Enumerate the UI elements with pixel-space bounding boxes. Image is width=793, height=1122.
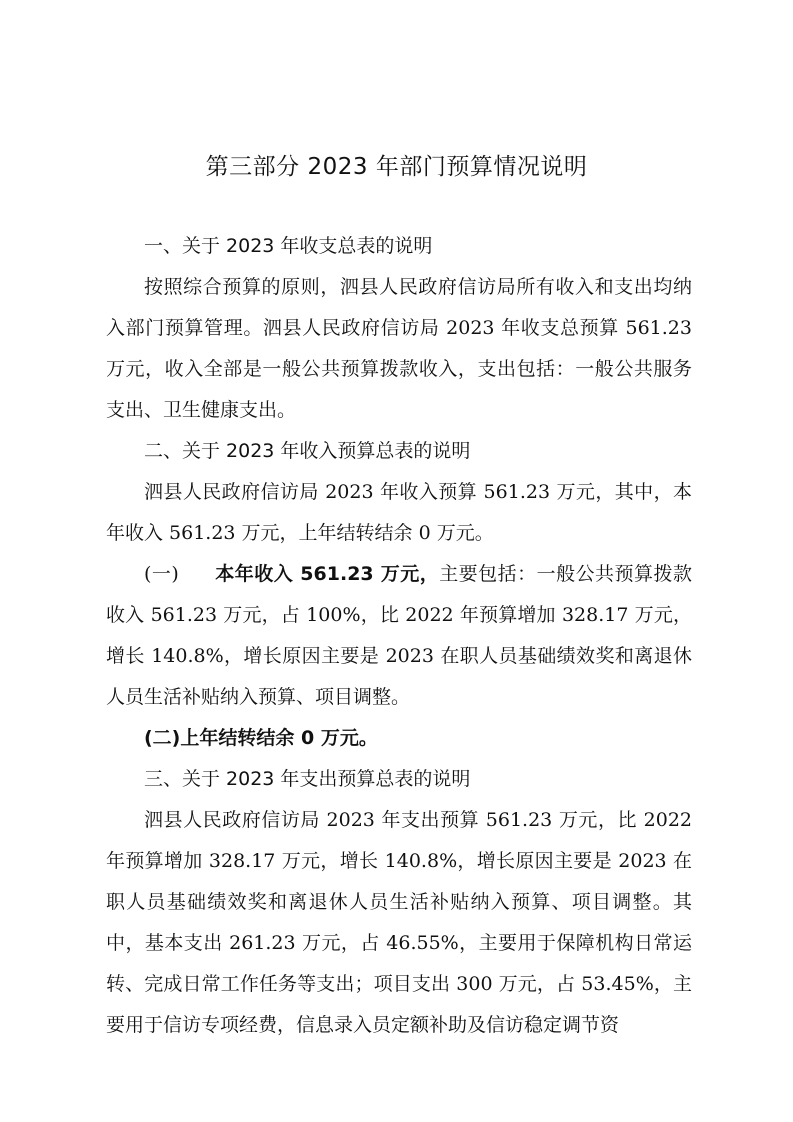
- section-1-paragraph: 按照综合预算的原则，泗县人民政府信访局所有收入和支出均纳入部门预算管理。泗县人民政府信访局 2023 年收支总预算 561.23 万元，收入全部是一般公共预算拨款收入，支出包括：一般公共服务支出、卫生健康支出。: [106, 276, 692, 421]
- document-body: [106, 226, 692, 1046]
- section-3-paragraph: 泗县人民政府信访局 2023 年支出预算 561.23 万元，比 2022 年预算增加 328.17 万元，增长 140.8%，增长原因主要是 2023 在职人员基础绩效奖和离退休人员生活补贴纳入预算、项目调整。其中，基本支出 261.23 万元，占 46.55%，主要用于保障机构日常运转、完成日常工作任务等支出；项目支出 300 万元，占 53.45%，主要用于信访专项经费，信息录入员定额补助及信访稳定调节资: [106, 809, 692, 1036]
- item-1-text: 主要包括：一般公共预算拨款收入 561.23 万元，占 100%，比 2022 年预算增加 328.17 万元，增长 140.8%，增长原因主要是 2023 在职人员基础绩效奖和离退休人员生活补贴纳入预算、项目调整。: [106, 563, 692, 708]
- section-2-paragraph: 泗县人民政府信访局 2023 年收入预算 561.23 万元，其中，本年收入 561.23 万元，上年结转结余 0 万元。: [106, 481, 692, 544]
- page-title: 第三部分 2023 年部门预算情况说明: [205, 154, 588, 180]
- item-1-bold-lead: 本年收入 561.23 万元，: [214, 563, 440, 585]
- section-2-heading: 二、关于 2023 年收入预算总表的说明: [144, 440, 471, 462]
- item-2-bold: (二)上年结转结余 0 万元。: [144, 727, 378, 749]
- section-2-item-1: [106, 554, 692, 718]
- section-1-heading: 一、关于 2023 年收支总表的说明: [144, 235, 433, 257]
- section-3-heading: 三、关于 2023 年支出预算总表的说明: [144, 768, 471, 790]
- item-1-marker: (一): [144, 563, 179, 585]
- section-2-item-2: [106, 718, 692, 759]
